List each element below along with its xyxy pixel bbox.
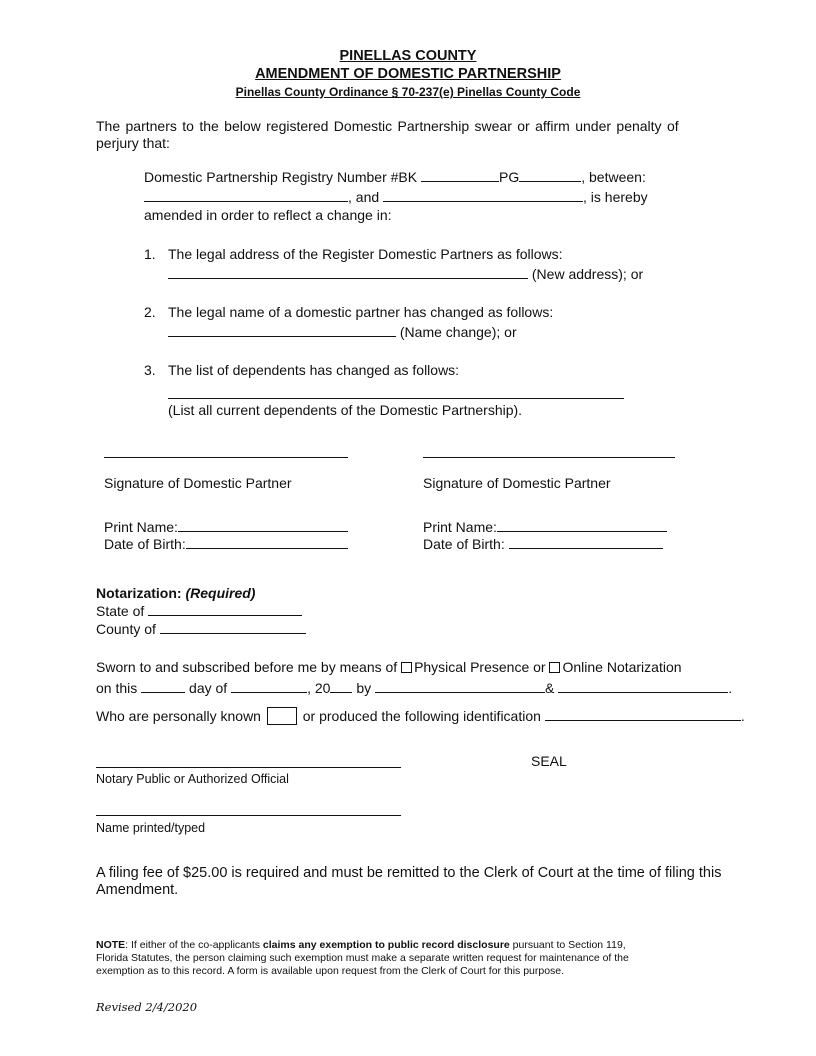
partners-names-line: , and , is hereby [144, 188, 648, 205]
signer-1-field[interactable] [375, 679, 545, 693]
dependents-field[interactable] [168, 398, 624, 399]
partner-2-dob-field[interactable] [509, 535, 663, 549]
new-address-line: (New address); or [168, 265, 643, 282]
notary-signature-line[interactable] [96, 767, 401, 768]
county-of-line: County of [96, 620, 306, 637]
physical-presence-checkbox[interactable] [401, 662, 412, 673]
county-of-field[interactable] [160, 620, 306, 634]
identification-field[interactable] [545, 707, 741, 721]
item-1-text: The legal address of the Register Domestic Partners as follows: [168, 246, 563, 262]
partner-2-print-name-field[interactable] [497, 518, 667, 532]
name-change-field[interactable] [168, 323, 396, 337]
partner-2-print-name: Print Name: [423, 518, 667, 535]
personally-known-box[interactable] [267, 707, 297, 725]
online-notarization-checkbox[interactable] [549, 662, 560, 673]
state-of-line: State of [96, 602, 302, 619]
partner-1-signature-line[interactable] [104, 457, 348, 458]
note-line-2: Florida Statutes, the person claiming such exemption must make a separate written request for maintenance of the [96, 952, 629, 964]
fee-line-1: A filing fee of $25.00 is required and must be remitted to the Clerk of Court at the time of filing this [96, 865, 722, 881]
month-field[interactable] [231, 679, 307, 693]
item-2-number: 2. [144, 304, 156, 320]
intro-line-2: perjury that: [96, 135, 170, 151]
notarization-heading: Notarization: (Required) [96, 585, 256, 601]
name-printed-line[interactable] [96, 815, 401, 816]
sworn-line: Sworn to and subscribed before me by means of Physical Presence or Online Notarization [96, 659, 682, 675]
seal-label: SEAL [531, 753, 567, 769]
item-3-number: 3. [144, 362, 156, 378]
partner-1-dob-field[interactable] [186, 535, 348, 549]
partner-1-print-name: Print Name: [104, 518, 348, 535]
form-title: AMENDMENT OF DOMESTIC PARTNERSHIP [255, 66, 561, 82]
name-change-line: (Name change); or [168, 323, 517, 340]
intro-line-1: The partners to the below registered Domestic Partnership swear or affirm under penalty of [96, 118, 679, 134]
date-line: on this day of , 20 by & . [96, 680, 733, 696]
new-address-field[interactable] [168, 265, 528, 279]
day-field[interactable] [141, 679, 185, 693]
revised-date: Revised 2/4/2020 [96, 1000, 198, 1014]
fee-line-2: Amendment. [96, 882, 179, 898]
partner-one-name-field[interactable] [144, 188, 348, 202]
partner-1-signature-label: Signature of Domestic Partner [104, 475, 292, 491]
note-line-1: NOTE: If either of the co-applicants claims any exemption to public record disclosure pursuant to Section 119, [96, 939, 626, 951]
ordinance-reference: Pinellas County Ordinance § 70-237(e) Pinellas County Code [235, 85, 581, 99]
item-2-text: The legal name of a domestic partner has changed as follows: [168, 304, 554, 320]
note-line-3: exemption as to this record. A form is available upon request from the Clerk of Court for this purpose. [96, 965, 565, 977]
item-1-number: 1. [144, 246, 156, 262]
bk-number-field[interactable] [421, 168, 499, 182]
partner-2-dob: Date of Birth: [423, 535, 663, 552]
partner-2-signature-line[interactable] [423, 457, 675, 458]
partner-1-dob: Date of Birth: [104, 535, 348, 552]
partner-1-print-name-field[interactable] [178, 518, 348, 532]
amended-text: amended in order to reflect a change in: [144, 207, 392, 223]
partner-two-name-field[interactable] [383, 188, 583, 202]
county-title: PINELLAS COUNTY [339, 48, 477, 64]
state-of-field[interactable] [148, 602, 302, 616]
name-printed-label: Name printed/typed [96, 821, 206, 835]
identification-line: Who are personally known or produced the following identification . [96, 708, 745, 724]
partner-2-signature-label: Signature of Domestic Partner [423, 475, 611, 491]
notary-label: Notary Public or Authorized Official [96, 772, 289, 786]
registry-number-line: Domestic Partnership Registry Number #BK PG , between: [144, 169, 646, 185]
signer-2-field[interactable] [558, 679, 728, 693]
pg-number-field[interactable] [519, 168, 581, 182]
year-field[interactable] [330, 679, 352, 693]
item-3-text: The list of dependents has changed as follows: [168, 362, 460, 378]
dependents-instruction: (List all current dependents of the Domestic Partnership). [168, 402, 523, 418]
